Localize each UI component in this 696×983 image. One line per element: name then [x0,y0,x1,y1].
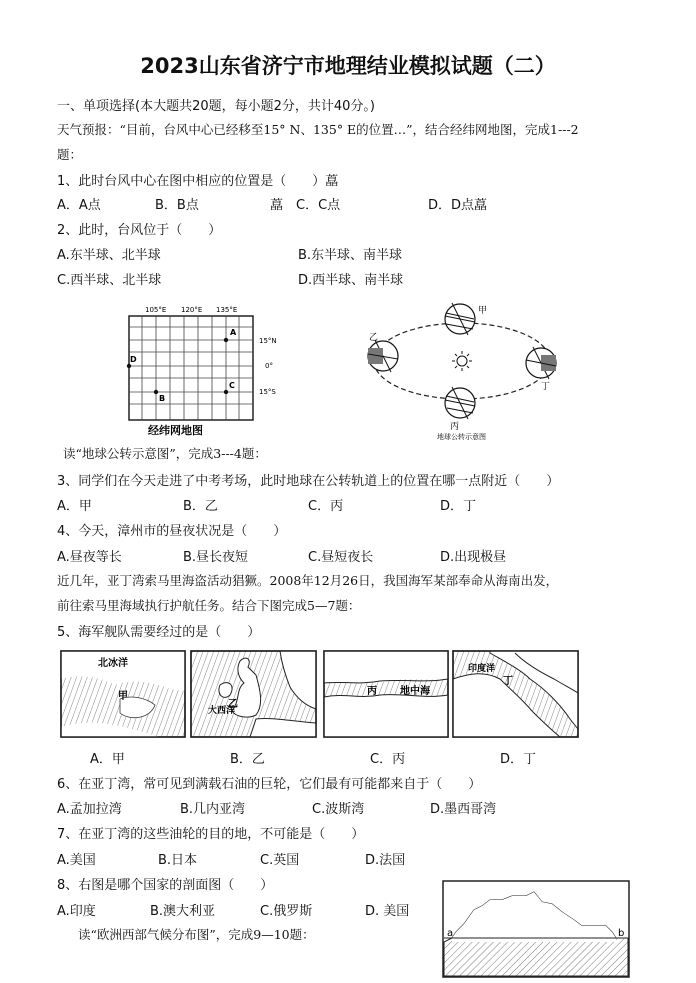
q4-option-c: C.昼短夜长 [308,550,374,565]
question-7: 7、在亚丁湾的这些油轮的目的地，不可能是（ ） [57,827,365,842]
point-c-label: C [229,381,235,390]
m3-bing-label: 丙 [367,686,377,697]
m3-med-label: 地中海 [400,686,430,697]
q1-option-b: B．B点 [155,198,199,213]
lat-label-15s: 15°S [259,388,276,396]
page-title: 2023山东省济宁市地理结业模拟试题（二） [140,54,556,78]
m2-atlantic-label: 大西洋 [208,706,236,716]
q7-option-b: B.日本 [158,853,198,868]
q6-option-d: D.墨西哥湾 [430,802,497,817]
map-yi [191,651,316,737]
map-bing [324,651,448,737]
q5-option-b: B．乙 [230,752,265,767]
point-b-label: B [159,394,166,403]
lon-label-120: 120°E [181,306,203,314]
q7-option-a: A.美国 [57,853,96,868]
q2-option-c: C.西半球、北半球 [57,273,162,288]
q6-option-c: C.波斯湾 [312,802,365,817]
q3-option-a: A．甲 [57,499,92,514]
cross-section-profile [442,880,632,980]
q2-option-b: B.东半球、南半球 [298,248,403,263]
q7-option-c: C.英国 [260,853,300,868]
question-1: 1、此时台风中心在图中相应的位置是（ ）藠 [57,174,339,189]
q7-option-d: D.法国 [365,853,406,868]
m1-arctic-label: 北冰洋 [98,658,128,669]
lat-long-grid-map [115,300,290,440]
question-2: 2、此时，台风位于（ ） [57,223,222,238]
question-8: 8、右图是哪个国家的剖面图（ ） [57,878,274,893]
q2-option-a: A.东半球、北半球 [57,248,161,263]
profile-label-b: b [618,928,625,939]
lat-label-15n: 15°N [259,337,277,345]
pos-ding-label: 丁 [541,382,551,392]
point-c-dot [224,390,228,394]
q4-option-d: D.出现极昼 [440,550,507,565]
q4-option-b: B.昼长夜短 [183,550,249,565]
q5-option-d: D．丁 [500,752,537,767]
q3-option-b: B．乙 [183,499,218,514]
pos-bing-label: 丙 [450,422,460,432]
m1-jia-label: 甲 [118,691,128,702]
pos-jia-label: 甲 [478,306,488,316]
intro-q5-7-line2: 前往索马里海域执行护航任务。结合下图完成5—7题： [57,598,361,613]
lon-label-105: 105°E [145,306,167,314]
m4-ding-label: 丁 [503,676,513,687]
intro-q5-7-line1: 近几年，亚丁湾索马里海盗活动猖獗。2008年12月26日，我国海军某部奉命从海南出发， [57,573,559,588]
earth-position-jia [445,303,487,335]
q2-option-d: D.西半球、南半球 [298,273,404,288]
q6-option-b: B.几内亚湾 [180,802,246,817]
intro-q9-10: 读“欧洲西部气候分布图”，完成9—10题： [78,927,315,942]
section-heading: 一、单项选择(本大题共20题，每小题2分，共计40分。) [57,99,375,114]
pos-yi-label: 乙 [369,333,379,343]
question-4: 4、今天，漳州市的昼夜状况是（ ） [57,524,287,539]
q1-option-d: D．D点藠 [428,198,488,213]
map-ding [453,651,578,737]
q8-option-b: B.澳大利亚 [150,904,216,919]
q5-option-c: C．丙 [370,752,406,767]
profile-label-a: a [447,928,454,939]
question-5: 5、海军舰队需要经过的是（ ） [57,625,261,640]
point-d-label: D [130,355,137,364]
intro-q1-2-cont: 题： [57,147,83,162]
intro-q1-2: 天气预报：“目前，台风中心已经移至15° N、135° E的位置…”，结合经纬网地图，完成1---2 [57,122,579,137]
intro-q3-4: 读“地球公转示意图”，完成3---4题： [63,446,267,461]
earth-orbit-diagram [355,296,570,444]
lat-label-0: 0° [265,362,273,370]
sun-icon [452,351,472,371]
q8-option-a: A.印度 [57,904,96,919]
q3-option-d: D．丁 [440,499,477,514]
grid-map-caption: 经纬网地图 [148,424,203,437]
q8-option-c: C.俄罗斯 [260,904,313,919]
earth-position-yi [368,332,398,372]
point-a-label: A [230,328,237,337]
q1-option-a: A．A点 [57,198,101,213]
earth-position-bing [445,387,475,432]
question-6: 6、在亚丁湾，常可见到满载石油的巨轮，它们最有可能都来自于（ ） [57,777,482,792]
lon-label-135: 135°E [216,306,238,314]
orbit-caption: 地球公转示意图 [437,433,486,441]
q4-option-a: A.昼夜等长 [57,550,122,565]
strait-maps [60,649,580,741]
point-a-dot [224,338,228,342]
q3-option-c: C．丙 [308,499,344,514]
map-jia [61,651,185,737]
q5-option-a: A．甲 [90,752,125,767]
m4-indian-label: 印度洋 [468,664,496,674]
q1-option-c: 藠 C．C点 [270,198,341,213]
q6-option-a: A.孟加拉湾 [57,802,122,817]
point-b-dot [154,390,158,394]
q8-option-d: D. 美国 [365,904,410,919]
question-3: 3、同学们在今天走进了中考考场，此时地球在公转轨道上的位置在哪一点附近（ ） [57,474,560,489]
point-d-dot [127,364,131,368]
m2-yi-label: 乙 [228,699,238,710]
